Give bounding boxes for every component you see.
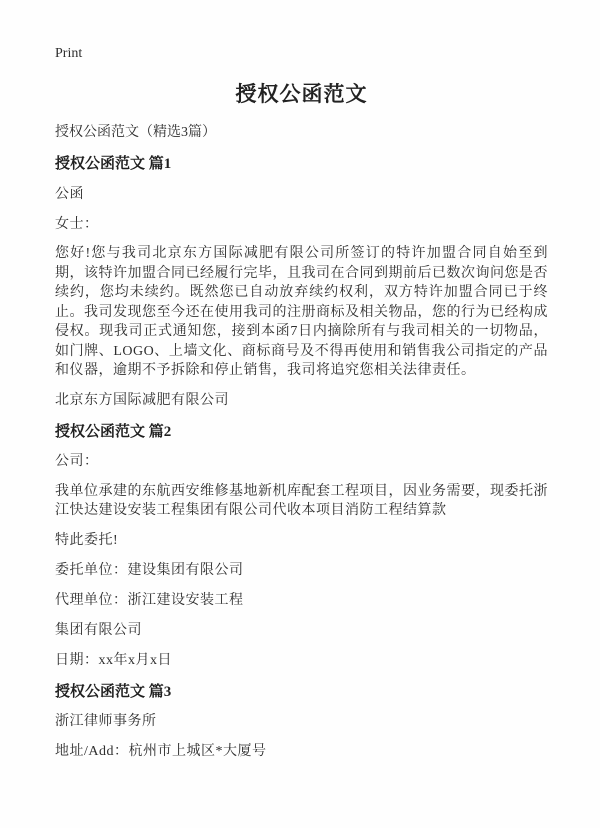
section-1-signature: 北京东方国际减肥有限公司 — [55, 393, 229, 408]
section-2-agent-unit-cont: 集团有限公司 — [55, 623, 142, 638]
section-2-salutation: 公司： — [55, 454, 99, 469]
section-2-entrust-note: 特此委托! — [55, 533, 119, 548]
page-title: 授权公函范文 — [235, 82, 368, 106]
section-3-heading: 授权公函范文 篇3 — [55, 683, 172, 700]
section-2-entrusting-unit: 委托单位：建设集团有限公司 — [55, 563, 244, 578]
section-1-heading: 授权公函范文 篇1 — [55, 156, 172, 172]
section-3-firm-name: 浙江律师事务所 — [55, 714, 157, 729]
section-2-heading: 授权公函范文 篇2 — [55, 423, 172, 440]
doc-subtitle: 授权公函范文（精选3篇） — [55, 125, 216, 140]
print-button[interactable]: Print — [55, 46, 83, 61]
section-2-date: 日期：xx年x月x日 — [55, 653, 172, 668]
section-2-body: 我单位承建的东航西安维修基地新机库配套工程项目，因业务需要，现委托浙江快达建设安装工程集团有限公司代收本项目消防工程结算款 — [55, 483, 548, 518]
section-2-agent-unit: 代理单位：浙江建设安装工程 — [55, 593, 244, 608]
section-1-salutation: 女士： — [55, 216, 99, 232]
section-1-salutation-type: 公函 — [55, 186, 84, 202]
section-1-body: 您好!您与我司北京东方国际减肥有限公司所签订的特许加盟合同自始至到期，该特许加盟合同已经履行完毕，且我司在合同到期前后已数次询问您是否续约，您均未续约。既然您已自动放弃续约权利，双方特许加盟合同已于终止。我司发现您至今还在使用我司的注册商标及相关物品，您的行为已经构成侵权。现我司正式通知您，接到本函7日内摘除所有与我司相关的一切物品，如门牌、LOGO、上墙文化、商标商号及不得再使用和销售我公司指定的产品和仪器，逾期不予拆除和停止销售，我司将追究您相关法律责任。 — [55, 246, 548, 378]
section-3-address: 地址/Add：杭州市上城区*大厦号 — [55, 744, 267, 759]
